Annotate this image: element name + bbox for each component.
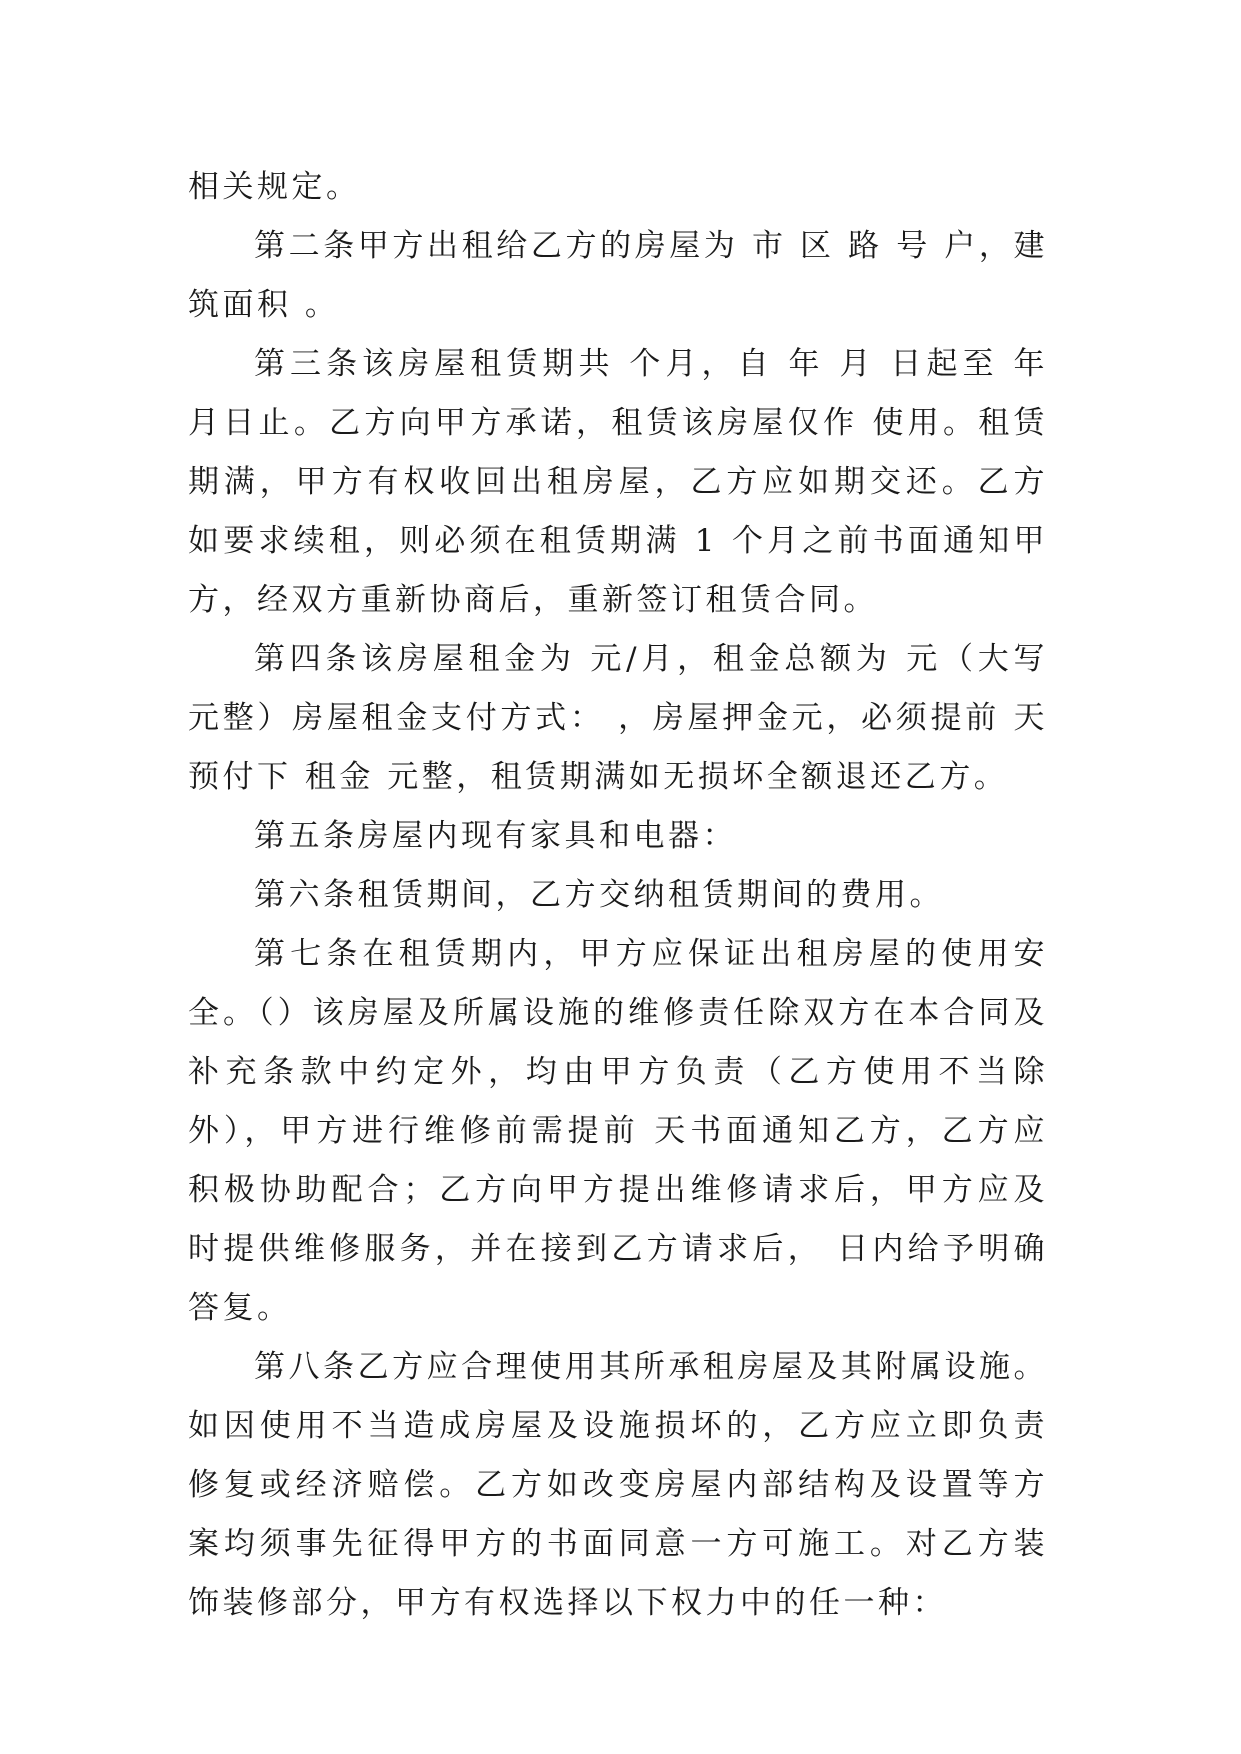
clause-2: 第二条甲方出租给乙方的房屋为 市 区 路 号 户，建筑面积 。 (188, 228, 1048, 323)
clause-7: 第七条在租赁期内，甲方应保证出租房屋的使用安全。（）该房屋及所属设施的维修责任除双方在本合同及补充条款中约定外，均由甲方负责（乙方使用不当除外），甲方进行维修前需提前 天书面通知乙方，乙方应积极协助配合；乙方向甲方提出维修请求后，甲方应及时提供维修服务，并在接到乙方请求后， 日内给予明确答复。 (188, 936, 1048, 1326)
clause-5: 第五条房屋内现有家具和电器： (254, 818, 737, 854)
document-body (188, 158, 1048, 1633)
paragraph-continuation: 相关规定。 (188, 169, 361, 205)
clause-6: 第六条租赁期间，乙方交纳租赁期间的费用。 (254, 877, 944, 913)
clause-4: 第四条该房屋租金为 元/月，租金总额为 元（大写 元整）房屋租金支付方式： ，房屋押金元，必须提前 天预付下 租金 元整，租赁期满如无损坏全额退还乙方。 (188, 641, 1048, 795)
clause-3: 第三条该房屋租赁期共 个月，自 年 月 日起至 年 月日止。乙方向甲方承诺，租赁该房屋仅作 使用。租赁期满，甲方有权收回出租房屋，乙方应如期交还。乙方如要求续租，则必须在租赁期满 1 个月之前书面通知甲方，经双方重新协商后，重新签订租赁合同。 (188, 346, 1048, 618)
clause-8: 第八条乙方应合理使用其所承租房屋及其附属设施。如因使用不当造成房屋及设施损坏的，乙方应立即负责修复或经济赔偿。乙方如改变房屋内部结构及设置等方案均须事先征得甲方的书面同意一方可施工。对乙方装饰装修部分，甲方有权选择以下权力中的任一种： (188, 1349, 1048, 1621)
